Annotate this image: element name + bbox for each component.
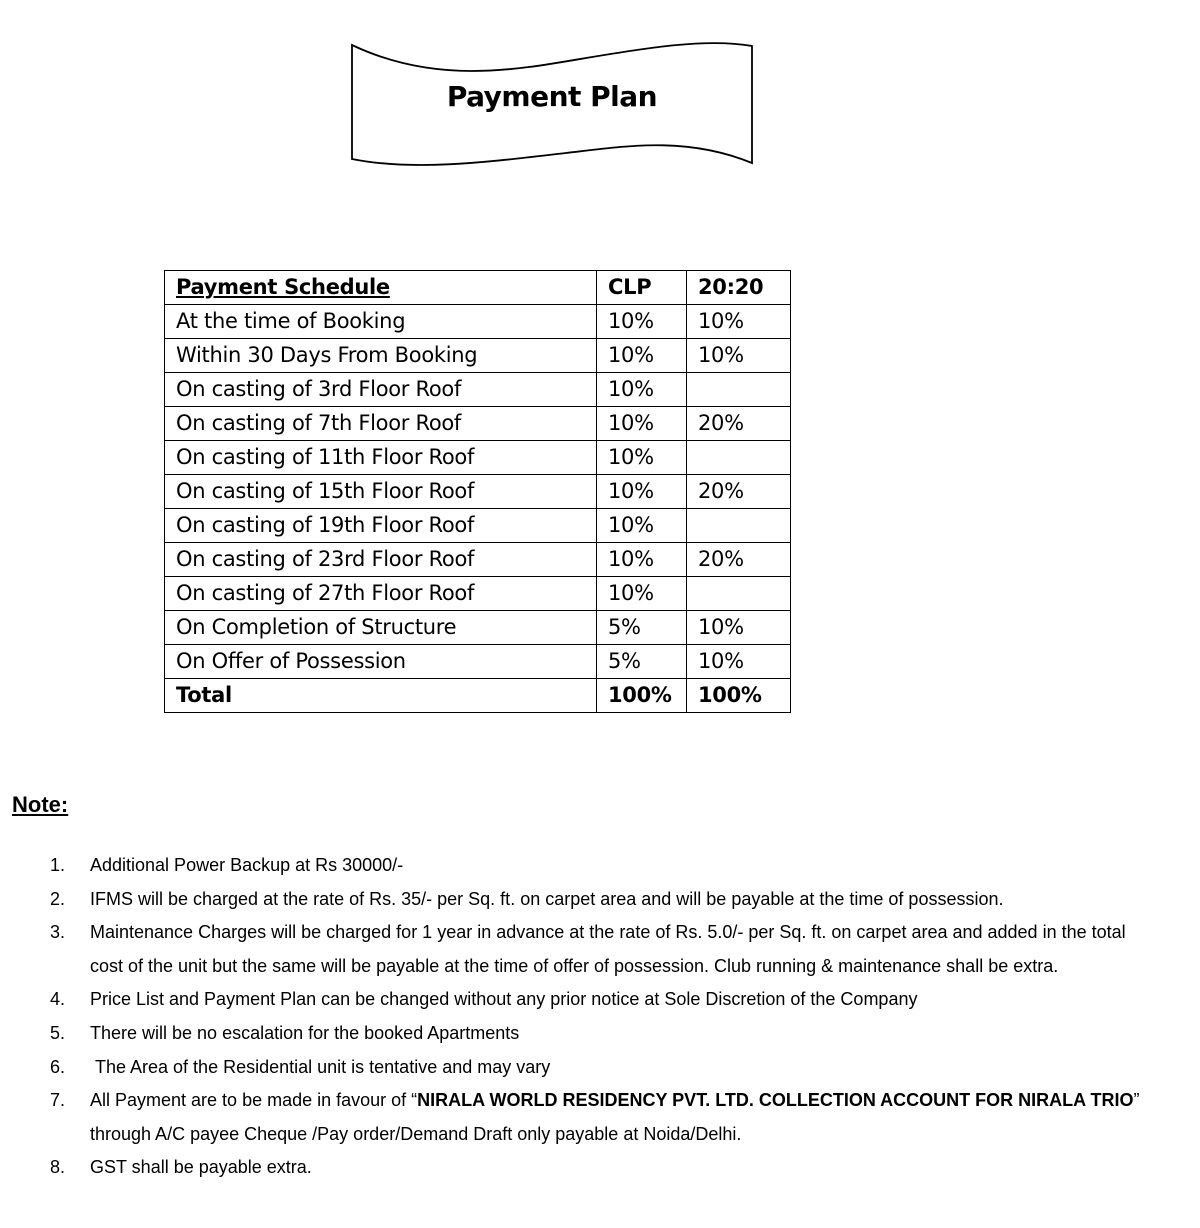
table-row — [165, 611, 791, 645]
stage-cell: On casting of 7th Floor Roof — [165, 407, 597, 441]
note-number: 8. — [50, 1157, 66, 1178]
note-number: 3. — [50, 922, 66, 943]
plan-20-20-cell: 20% — [687, 543, 791, 577]
table-row — [165, 373, 791, 407]
clp-cell: 10% — [597, 475, 687, 509]
plan-20-20-cell: 10% — [687, 339, 791, 373]
stage-cell: On casting of 3rd Floor Roof — [165, 373, 597, 407]
total-clp-cell: 100% — [597, 679, 687, 713]
note-title: Note: — [12, 792, 69, 817]
plan-20-20-cell — [687, 441, 791, 475]
plan-20-20-cell: 10% — [687, 305, 791, 339]
header-label-payment-schedule: Payment Schedule — [176, 275, 390, 299]
note-number: 2. — [50, 888, 66, 909]
note-item — [0, 849, 1160, 883]
note-number: 5. — [50, 1022, 66, 1043]
payment-schedule-table — [164, 270, 791, 713]
stage-cell: On casting of 11th Floor Roof — [165, 441, 597, 475]
note-text: The Area of the Residential unit is tentative and may vary — [95, 1056, 551, 1077]
plan-20-20-cell: 10% — [687, 645, 791, 679]
clp-cell: 10% — [597, 577, 687, 611]
clp-cell: 5% — [597, 645, 687, 679]
note-text: Additional Power Backup at Rs 30000/- — [90, 855, 404, 875]
table-row — [165, 577, 791, 611]
note-text-part: All Payment are to be made in favour of “ — [90, 1090, 418, 1111]
plan-20-20-cell: 20% — [687, 475, 791, 509]
stage-cell: At the time of Booking — [165, 305, 597, 339]
clp-cell: 10% — [597, 509, 687, 543]
note-item — [0, 1084, 1160, 1151]
note-item — [0, 916, 1160, 983]
clp-cell: 10% — [597, 373, 687, 407]
header-cell-clp: CLP — [597, 271, 687, 305]
table-row — [165, 543, 791, 577]
plan-20-20-cell — [687, 577, 791, 611]
note-text: Maintenance Charges will be charged for 1 year in advance at the rate of Rs. 5.0/- per Sq. ft. on carpet area and added in the total cost of the unit but the same will be payable at the time of offer of possession. Club running & maintenance shall be extra. — [90, 922, 1126, 976]
clp-cell: 10% — [597, 305, 687, 339]
notes-list — [0, 849, 1160, 1185]
clp-cell: 10% — [597, 339, 687, 373]
note-item — [0, 1017, 1160, 1051]
clp-cell: 10% — [597, 543, 687, 577]
note-text: Price List and Payment Plan can be changed without any prior notice at Sole Discretion of the Company — [90, 989, 918, 1010]
note-number: 7. — [50, 1090, 66, 1111]
stage-cell: On casting of 27th Floor Roof — [165, 577, 597, 611]
note-text: There will be no escalation for the booked Apartments — [90, 1022, 520, 1043]
note-number: 1. — [50, 855, 66, 875]
total-label-cell: Total — [165, 679, 597, 713]
note-text: GST shall be payable extra. — [90, 1157, 312, 1178]
header-cell-20-20: 20:20 — [687, 271, 791, 305]
stage-cell: On casting of 23rd Floor Roof — [165, 543, 597, 577]
clp-cell: 10% — [597, 407, 687, 441]
note-text-part: ” through A/C payee Cheque /Pay order/Demand Draft only payable at Noida/Delhi. — [90, 1090, 1140, 1144]
note-number: 6. — [50, 1056, 66, 1077]
note-text — [90, 1090, 1139, 1144]
clp-cell: 10% — [597, 441, 687, 475]
table-row — [165, 305, 791, 339]
clp-cell: 5% — [597, 611, 687, 645]
payment-plan-banner — [346, 40, 758, 170]
plan-20-20-cell: 20% — [687, 407, 791, 441]
plan-20-20-cell — [687, 509, 791, 543]
stage-cell: On Completion of Structure — [165, 611, 597, 645]
note-item — [0, 983, 1160, 1017]
note-number: 4. — [50, 989, 66, 1010]
table-row — [165, 475, 791, 509]
note-item — [0, 1151, 1160, 1185]
table-row — [165, 441, 791, 475]
total-20-20-cell: 100% — [687, 679, 791, 713]
table-row — [165, 339, 791, 373]
note-item — [0, 1051, 1160, 1085]
stage-cell: On casting of 19th Floor Roof — [165, 509, 597, 543]
stage-cell: Within 30 Days From Booking — [165, 339, 597, 373]
note-text: IFMS will be charged at the rate of Rs. 35/- per Sq. ft. on carpet area and will be payable at the time of possession. — [90, 888, 1004, 909]
page-title: Payment Plan — [446, 80, 658, 113]
table-row — [165, 509, 791, 543]
stage-cell: On Offer of Possession — [165, 645, 597, 679]
plan-20-20-cell — [687, 373, 791, 407]
stage-cell: On casting of 15th Floor Roof — [165, 475, 597, 509]
table-row — [165, 407, 791, 441]
header-cell-payment-schedule — [165, 271, 597, 305]
table-row — [165, 645, 791, 679]
note-item — [0, 883, 1160, 917]
table-header-row — [165, 271, 791, 305]
note-account-name: NIRALA WORLD RESIDENCY PVT. LTD. COLLECTION ACCOUNT FOR NIRALA TRIO — [417, 1090, 1134, 1111]
table-total-row — [165, 679, 791, 713]
plan-20-20-cell: 10% — [687, 611, 791, 645]
